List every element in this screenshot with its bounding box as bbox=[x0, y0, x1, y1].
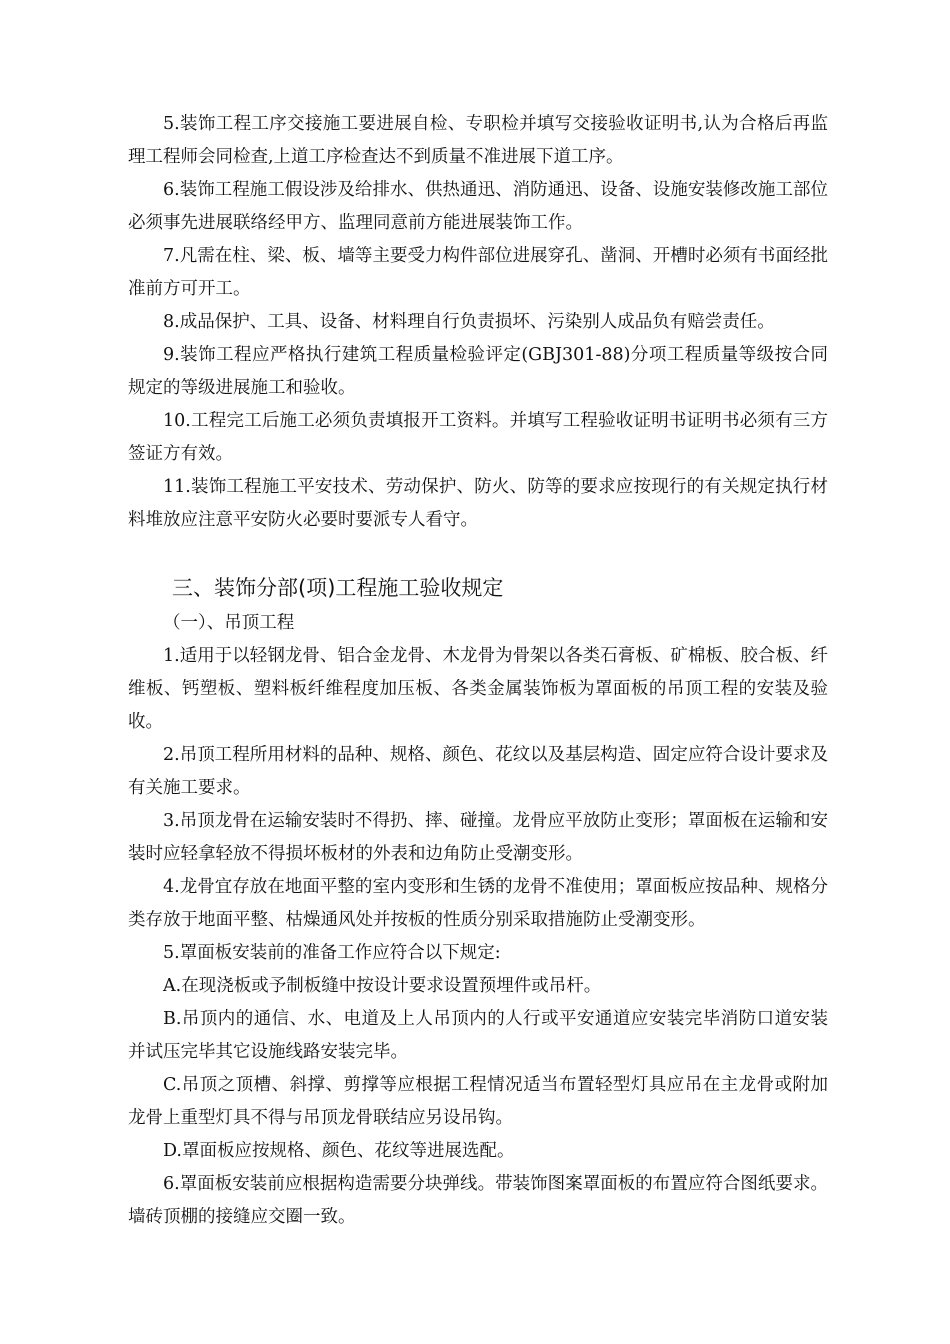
paragraph: 8.成品保护、工具、设备、材料理自行负责损坏、污染别人成品负有赔尝责任。 bbox=[163, 312, 775, 332]
subheading: （一）、吊顶工程 bbox=[163, 613, 295, 633]
paragraph: C.吊顶之顶槽、斜撑、剪撑等应根据工程情况适当布置轻型灯具应吊在主龙骨或附加龙骨上重型灯具不得与吊顶龙骨联结应另设吊钩。 bbox=[128, 1075, 828, 1128]
paragraph: 2.吊顶工程所用材料的品种、规格、颜色、花纹以及基层构造、固定应符合设计要求及有关施工要求。 bbox=[128, 745, 828, 798]
paragraph: D.罩面板应按规格、颜色、花纹等进展选配。 bbox=[163, 1141, 515, 1161]
paragraph: 7.凡需在柱、梁、板、墙等主要受力构件部位进展穿孔、凿洞、开槽时必须有书面经批准前方可开工。 bbox=[128, 246, 828, 299]
paragraph: 1.适用于以轻钢龙骨、铝合金龙骨、木龙骨为骨架以各类石膏板、矿棉板、胶合板、纤维板、钙塑板、塑料板纤维程度加压板、各类金属装饰板为罩面板的吊顶工程的安装及验收。 bbox=[128, 646, 828, 732]
paragraph: 5.装饰工程工序交接施工要进展自检、专职检并填写交接验收证明书,认为合格后再监理工程师会同检查,上道工序检查达不到质量不准进展下道工序。 bbox=[128, 114, 828, 167]
paragraph: 6.罩面板安装前应根据构造需要分块弹线。带装饰图案罩面板的布置应符合图纸要求。墙砖顶棚的接缝应交圈一致。 bbox=[128, 1174, 828, 1227]
paragraph: 4.龙骨宜存放在地面平整的室内变形和生锈的龙骨不准使用；罩面板应按品种、规格分类存放于地面平整、枯燥通风处并按板的性质分别采取措施防止受潮变形。 bbox=[128, 877, 828, 930]
paragraph: 10.工程完工后施工必须负责填报开工资料。并填写工程验收证明书证明书必须有三方签证方有效。 bbox=[128, 411, 828, 464]
paragraph: 9.装饰工程应严格执行建筑工程质量检验评定(GBJ301-88)分项工程质量等级按合同规定的等级进展施工和验收。 bbox=[128, 345, 828, 398]
paragraph: A.在现浇板或予制板缝中按设计要求设置预埋件或吊杆。 bbox=[163, 976, 602, 996]
paragraph: 5.罩面板安装前的准备工作应符合以下规定: bbox=[163, 943, 501, 963]
paragraph: B.吊顶内的通信、水、电道及上人吊顶内的人行或平安通道应安装完毕消防口道安装并试压完毕其它设施线路安装完毕。 bbox=[128, 1009, 828, 1062]
paragraph: 6.装饰工程施工假设涉及给排水、供热通迅、消防通迅、设备、设施安装修改施工部位必须事先进展联络经甲方、监理同意前方能进展装饰工作。 bbox=[128, 180, 828, 233]
paragraph: 11.装饰工程施工平安技术、劳动保护、防火、防等的要求应按现行的有关规定执行材料堆放应注意平安防火必要时要派专人看守。 bbox=[128, 477, 828, 530]
paragraph: 3.吊顶龙骨在运输安装时不得扔、摔、碰撞。龙骨应平放防止变形；罩面板在运输和安装时应轻拿轻放不得损坏板材的外表和边角防止受潮变形。 bbox=[128, 811, 828, 864]
section-heading: 三、装饰分部(项)工程施工验收规定 bbox=[172, 576, 504, 600]
document-body bbox=[128, 108, 828, 1234]
